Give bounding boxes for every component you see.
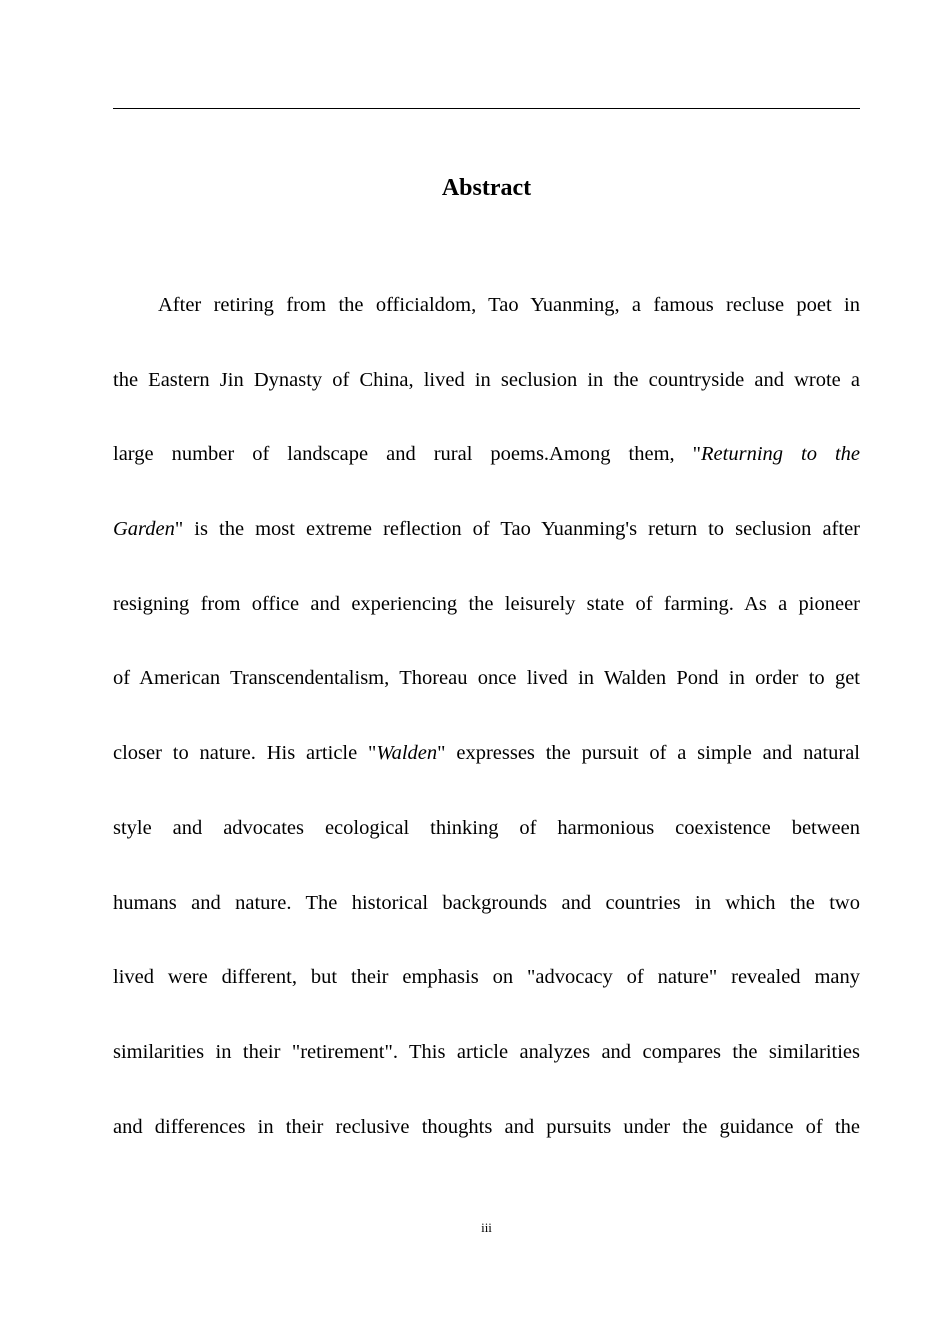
abstract-text: After retiring from the officialdom, Tao Yuanming, a famous recluse poet in — [158, 294, 860, 316]
abstract-line — [113, 866, 860, 941]
italic-title-text: Garden — [113, 518, 175, 541]
abstract-text: closer to nature. His article " — [113, 742, 377, 765]
abstract-text: of American Transcendentalism, Thoreau once lived in Walden Pond in order to get — [113, 667, 860, 690]
abstract-line — [113, 1015, 860, 1090]
page-number: iii — [481, 1220, 492, 1235]
abstract-text: style and advocates ecological thinking of harmonious coexistence between — [113, 816, 860, 839]
abstract-text: similarities in their "retirement". This article analyzes and compares the similarities — [113, 1040, 860, 1063]
abstract-line — [113, 716, 860, 791]
abstract-text: resigning from office and experiencing the leisurely state of farming. As a pioneer — [113, 592, 860, 615]
abstract-text: humans and nature. The historical backgrounds and countries in which the two — [113, 891, 860, 914]
page-title: Abstract — [441, 175, 532, 201]
italic-title-text: Returning to the — [701, 443, 861, 466]
abstract-body — [113, 268, 860, 1164]
abstract-line — [113, 268, 860, 343]
abstract-line — [113, 940, 860, 1015]
abstract-line — [113, 492, 860, 567]
abstract-text: and differences in their reclusive thoughts and pursuits under the guidance of the — [113, 1115, 860, 1138]
abstract-line — [113, 567, 860, 642]
abstract-text: large number of landscape and rural poems.Among them, " — [113, 443, 702, 466]
header-rule — [113, 108, 860, 109]
abstract-text: " is the most extreme reflection of Tao Yuanming's return to seclusion after — [174, 518, 860, 541]
abstract-text: the Eastern Jin Dynasty of China, lived in seclusion in the countryside and wrote a — [113, 368, 860, 391]
abstract-line — [113, 791, 860, 866]
abstract-line — [113, 343, 860, 418]
italic-title-text: Walden — [376, 742, 438, 765]
abstract-line — [113, 417, 860, 492]
abstract-text: lived were different, but their emphasis on "advocacy of nature" revealed many — [113, 966, 860, 989]
abstract-line — [113, 1090, 860, 1165]
abstract-text: " expresses the pursuit of a simple and natural — [437, 742, 860, 765]
abstract-line — [113, 641, 860, 716]
